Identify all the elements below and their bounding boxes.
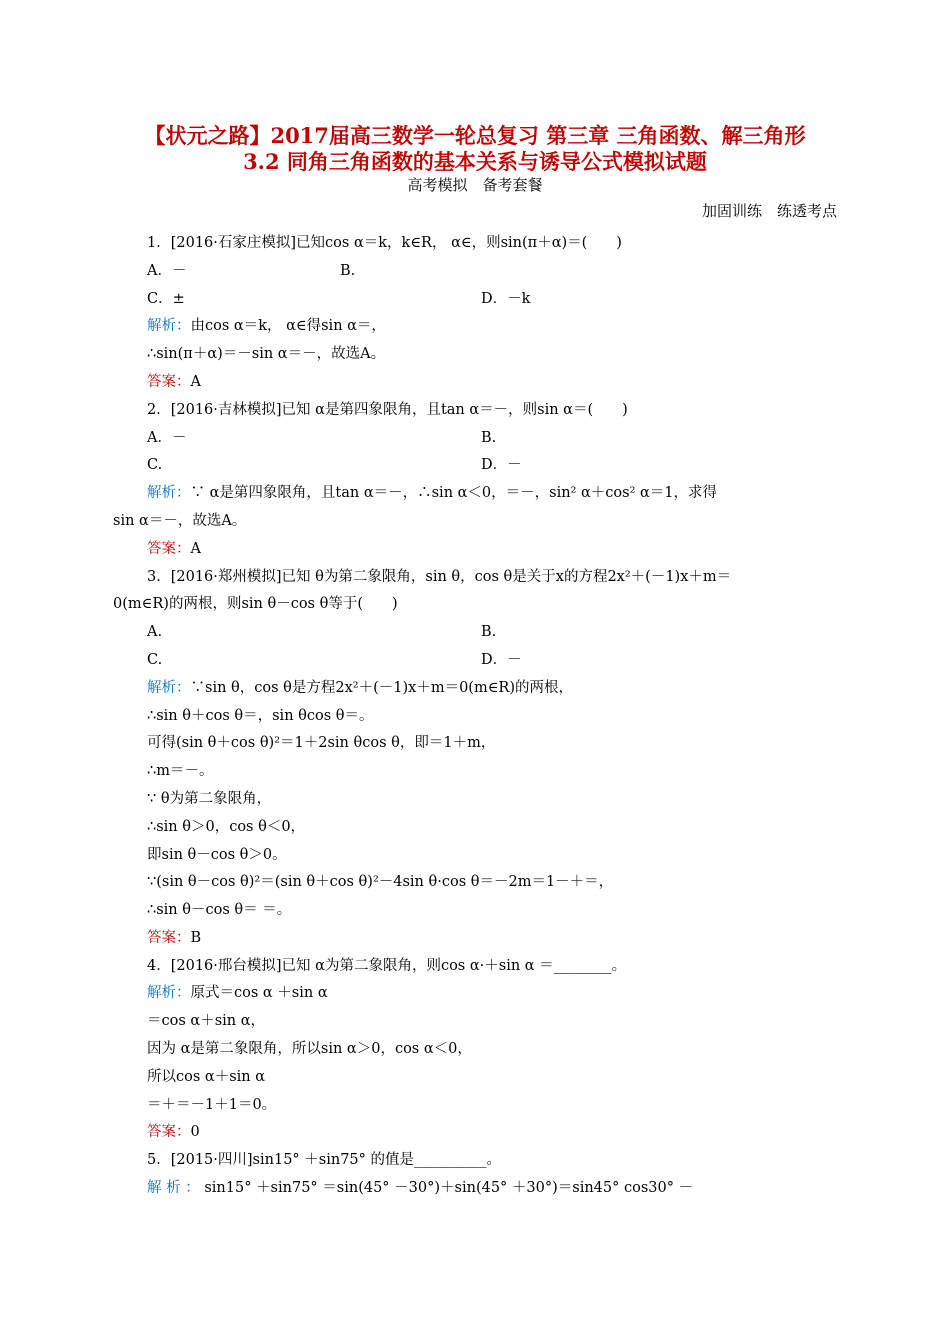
text-line bbox=[147, 261, 186, 281]
line-text: ∴m＝－。 bbox=[147, 763, 214, 779]
text-line bbox=[147, 650, 162, 670]
text-line bbox=[481, 289, 530, 309]
analysis-label: 解 析 ： bbox=[147, 1180, 200, 1196]
text-line bbox=[340, 261, 355, 281]
text-line bbox=[147, 872, 613, 892]
line-text: 2．[2016·吉林模拟]已知 α是第四象限角，且tan α＝－，则sin α＝( ) bbox=[147, 402, 628, 418]
line-text: 所以cos α＋sin α bbox=[147, 1069, 266, 1085]
text-line bbox=[147, 233, 622, 253]
answer-label: 答案： bbox=[147, 541, 191, 557]
line-text: D．－ bbox=[481, 652, 522, 668]
text-line bbox=[147, 372, 201, 392]
text-line bbox=[147, 845, 287, 865]
text-line bbox=[147, 1095, 276, 1115]
line-text: C．± bbox=[147, 291, 185, 307]
answer-label: 答案： bbox=[147, 930, 191, 946]
line-text: ∴sin(π＋α)＝－sin α＝－，故选A。 bbox=[147, 346, 386, 362]
page-title-line1: 【状元之路】2017届高三数学一轮总复习 第三章 三角函数、解三角形 bbox=[144, 123, 806, 148]
line-text: ∵(sin θ－cos θ)²＝(sin θ＋cos θ)²－4sin θ·cos θ＝－2m＝1－＋＝， bbox=[147, 874, 614, 890]
text-line bbox=[147, 706, 374, 726]
line-text: ∴sin θ＞0，cos θ＜0， bbox=[147, 819, 306, 835]
analysis-label: 解析： bbox=[147, 680, 191, 696]
line-text: B. bbox=[481, 624, 497, 640]
line-text: A bbox=[190, 541, 201, 557]
line-text: 1．[2016·石家庄模拟]已知cos α＝k，k∈R， α∈，则sin(π＋α)＝( ) bbox=[147, 235, 622, 251]
line-text: 0(m∈R)的两根，则sin θ－cos θ等于( ) bbox=[113, 596, 398, 612]
line-text: A．－ bbox=[147, 430, 187, 446]
line-text: ∴sin θ－cos θ＝ ＝。 bbox=[147, 902, 292, 918]
line-text: B. bbox=[340, 263, 356, 279]
line-text: 4．[2016·邢台模拟]已知 α为第二象限角，则cos α·＋sin α ＝________。 bbox=[147, 958, 627, 974]
line-text: C. bbox=[147, 457, 163, 473]
text-line bbox=[147, 622, 162, 642]
section-label: 加固训练 练透考点 bbox=[701, 202, 837, 220]
text-line bbox=[147, 900, 291, 920]
text-line bbox=[147, 733, 495, 753]
line-text: B. bbox=[481, 430, 497, 446]
line-text: C. bbox=[147, 652, 163, 668]
text-line bbox=[481, 455, 522, 475]
line-text: A．－ bbox=[147, 263, 187, 279]
text-line bbox=[147, 400, 628, 420]
line-text: 可得(sin θ＋cos θ)²＝1＋2sin θcos θ，即＝1＋m， bbox=[147, 735, 496, 751]
line-text: A. bbox=[147, 624, 163, 640]
line-text: 3．[2016·郑州模拟]已知 θ为第二象限角，sin θ，cos θ是关于x的方程2x²＋(－1)x＋m＝ bbox=[147, 569, 732, 585]
text-line bbox=[147, 678, 573, 698]
text-line bbox=[147, 539, 201, 559]
text-line bbox=[113, 511, 246, 531]
text-line bbox=[147, 983, 328, 1003]
text-line bbox=[147, 344, 385, 364]
line-text: 5．[2015·四川]sin15° ＋sin75° 的值是__________。 bbox=[147, 1152, 502, 1168]
text-line bbox=[147, 761, 213, 781]
text-line bbox=[147, 1039, 472, 1059]
text-line bbox=[147, 567, 731, 587]
text-line bbox=[147, 1067, 265, 1087]
line-text: A bbox=[190, 374, 201, 390]
text-line bbox=[147, 289, 185, 309]
line-text: ∵ θ为第二象限角， bbox=[147, 791, 272, 807]
analysis-label: 解析： bbox=[147, 485, 191, 501]
text-line bbox=[147, 1122, 200, 1142]
text-line bbox=[481, 428, 496, 448]
text-line bbox=[147, 428, 186, 448]
text-line bbox=[147, 789, 271, 809]
line-text: ∴sin θ＋cos θ＝，sin θcos θ＝。 bbox=[147, 708, 374, 724]
text-line bbox=[147, 817, 305, 837]
text-line bbox=[147, 928, 201, 948]
line-text: 由cos α＝k， α∈得sin α＝， bbox=[190, 318, 386, 334]
line-text: 即sin θ－cos θ＞0。 bbox=[147, 847, 287, 863]
analysis-label: 解析： bbox=[147, 985, 191, 1001]
line-text: ＝＋＝－1＋1＝0。 bbox=[147, 1097, 277, 1113]
text-line bbox=[481, 622, 496, 642]
text-line bbox=[147, 483, 717, 503]
line-text: sin15° ＋sin75° ＝sin(45° －30°)＋sin(45° ＋30°)＝sin45° cos30° － bbox=[199, 1180, 694, 1196]
line-text: D．－k bbox=[481, 291, 531, 307]
text-line bbox=[147, 455, 162, 475]
page-title-line2: 3.2 同角三角函数的基本关系与诱导公式模拟试题 bbox=[243, 149, 707, 174]
line-text: ∵sin θ，cos θ是方程2x²＋(－1)x＋m＝0(m∈R)的两根， bbox=[190, 680, 574, 696]
line-text: ∵ α是第四象限角，且tan α＝－，∴sin α＜0，＝－，sin² α＋cos² α＝1，求得 bbox=[190, 485, 718, 501]
answer-label: 答案： bbox=[147, 1124, 191, 1140]
line-text: 0 bbox=[190, 1124, 200, 1140]
line-text: 原式＝cos α ＋sin α bbox=[190, 985, 328, 1001]
line-text: 因为 α是第二象限角，所以sin α＞0，cos α＜0， bbox=[147, 1041, 472, 1057]
analysis-label: 解析： bbox=[147, 318, 191, 334]
text-line bbox=[147, 956, 626, 976]
text-line bbox=[147, 316, 386, 336]
text-line bbox=[147, 1178, 693, 1198]
answer-label: 答案： bbox=[147, 374, 191, 390]
text-line bbox=[147, 1150, 501, 1170]
line-text: ＝cos α＋sin α， bbox=[147, 1013, 266, 1029]
page-subtitle: 高考模拟 备考套餐 bbox=[407, 176, 543, 194]
line-text: sin α＝－，故选A。 bbox=[113, 513, 247, 529]
text-line bbox=[147, 1011, 265, 1031]
text-line bbox=[481, 650, 522, 670]
line-text: D．－ bbox=[481, 457, 522, 473]
text-line bbox=[113, 594, 398, 614]
line-text: B bbox=[190, 930, 202, 946]
